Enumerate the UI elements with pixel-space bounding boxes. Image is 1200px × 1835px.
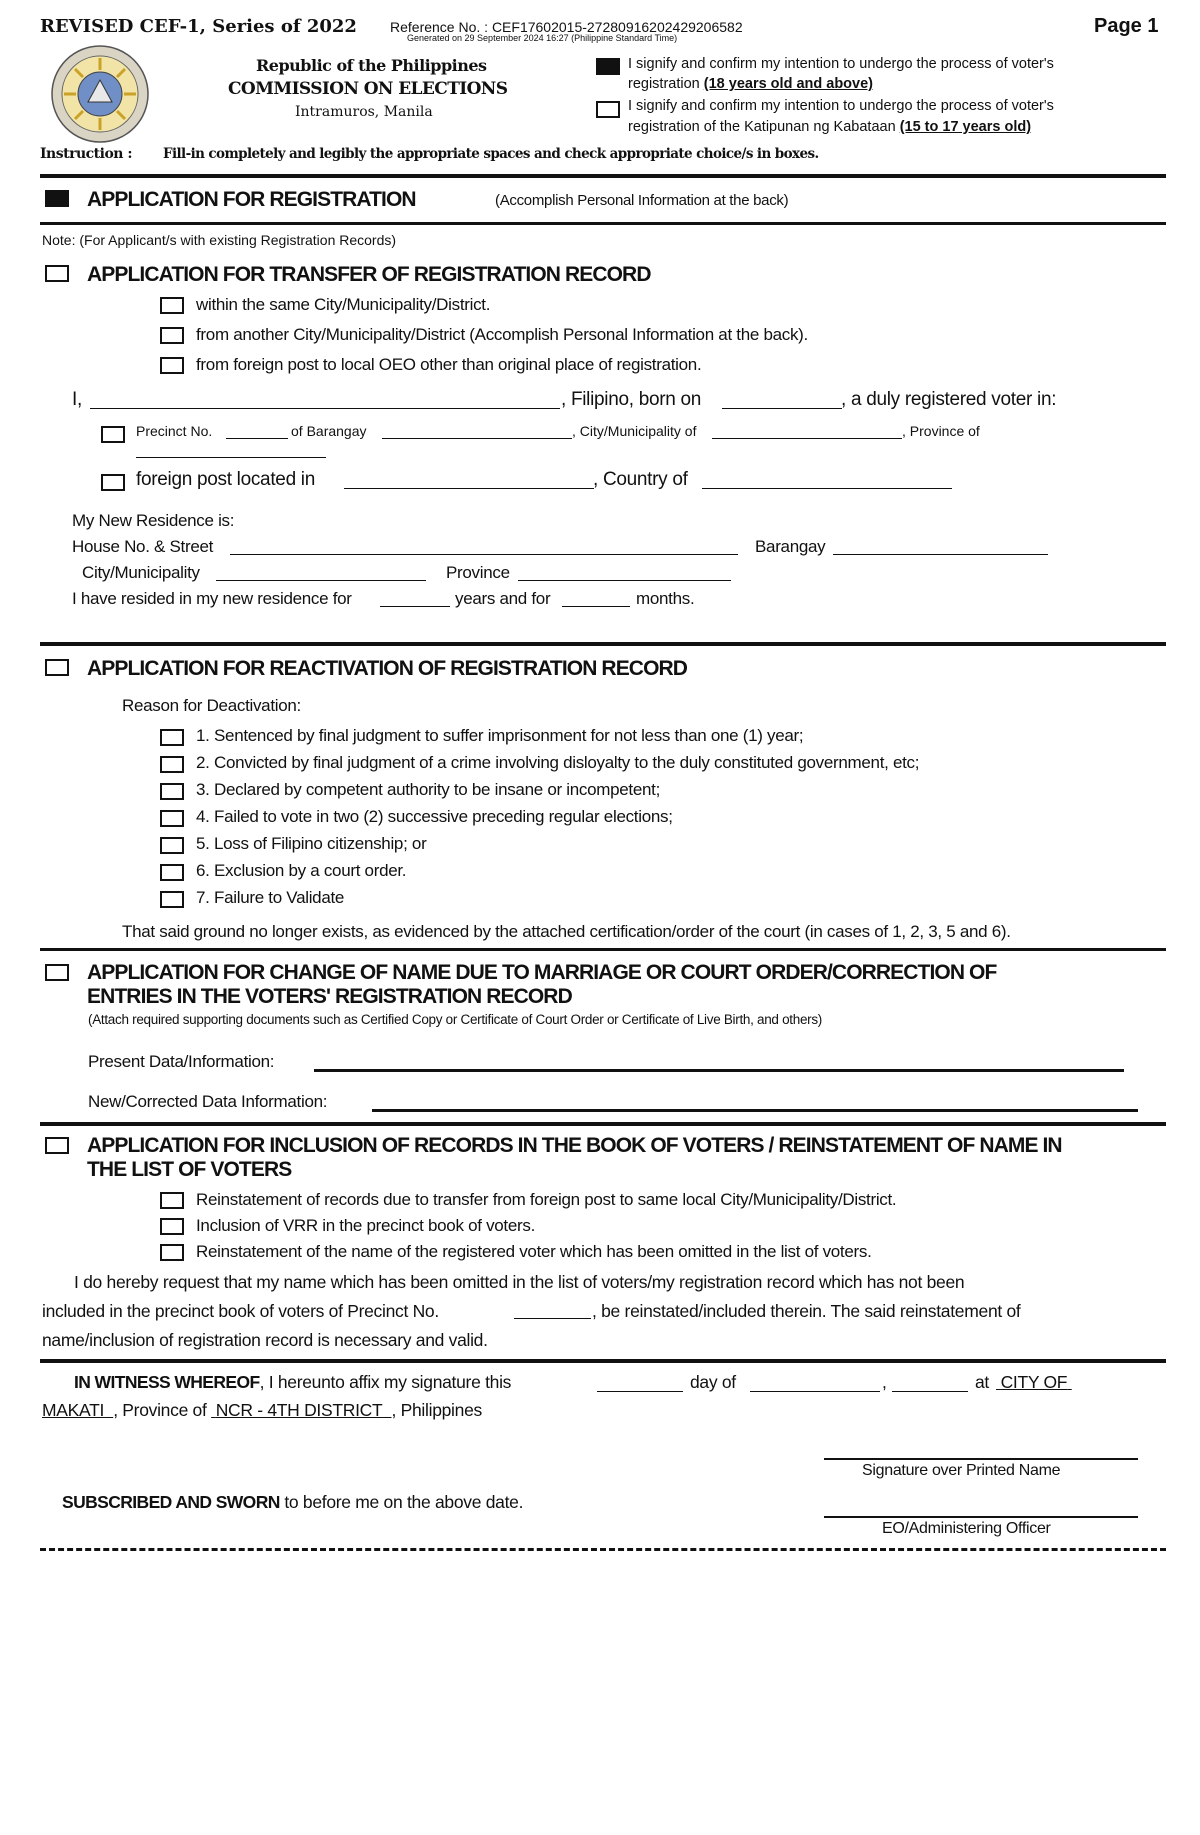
signature-label: Signature over Printed Name — [862, 1462, 1061, 1479]
divider — [40, 1359, 1166, 1363]
new-province-field[interactable] — [518, 563, 731, 581]
registration-checkbox[interactable] — [45, 190, 69, 207]
inclusion-checkbox[interactable] — [45, 1137, 69, 1154]
intent-adult-checkbox[interactable] — [596, 58, 620, 75]
reason-2-checkbox[interactable] — [160, 756, 184, 773]
resided-months-field[interactable] — [562, 589, 630, 607]
present-data-field[interactable] — [314, 1052, 1124, 1072]
reason-7-label: 7. Failure to Validate — [196, 888, 345, 907]
barangay-field[interactable] — [382, 423, 572, 439]
request-line-1: I do hereby request that my name which has been omitted in the list of voters/my registration record which has not been — [74, 1272, 965, 1292]
witness-month-field[interactable] — [750, 1372, 880, 1392]
witness-province: NCR - 4TH DISTRICT — [215, 1400, 383, 1420]
house-street-label: House No. & Street — [72, 537, 214, 556]
house-street-field[interactable] — [230, 537, 738, 555]
attach-note: (Attach required supporting documents such as Certified Copy or Certificate of Court Order or Certificate of Live Birth, and others) — [88, 1012, 823, 1027]
birth-date-field[interactable] — [722, 389, 842, 409]
officer-label: EO/Administering Officer — [882, 1520, 1051, 1537]
country-field[interactable] — [702, 469, 952, 489]
inclusion-option-3-checkbox[interactable] — [160, 1244, 184, 1261]
reason-3-label: 3. Declared by competent authority to be insane or incompetent; — [196, 780, 660, 799]
sworn-text: to before me on the above date. — [284, 1492, 524, 1512]
resided-years-field[interactable] — [380, 589, 450, 607]
new-data-field[interactable] — [372, 1092, 1138, 1112]
new-data-label: New/Corrected Data Information: — [88, 1092, 328, 1111]
new-residence-label: My New Residence is: — [72, 511, 235, 530]
registration-note: (Accomplish Personal Information at the back) — [495, 192, 789, 209]
comelec-seal-logo — [50, 44, 150, 144]
province-label: Province — [446, 563, 510, 582]
present-data-label: Present Data/Information: — [88, 1052, 275, 1071]
witness-text: , I hereunto affix my signature this — [259, 1372, 512, 1392]
of-barangay-label: of Barangay — [291, 423, 367, 439]
inclusion-title-2: THE LIST OF VOTERS — [87, 1158, 292, 1181]
reason-5-label: 5. Loss of Filipino citizenship; or — [196, 834, 427, 853]
sworn-line — [62, 1492, 523, 1513]
precinct-checkbox[interactable] — [101, 426, 125, 443]
barangay-label: Barangay — [755, 537, 826, 556]
reactivation-title: APPLICATION FOR REACTIVATION OF REGISTRATION RECORD — [87, 657, 688, 680]
reason-4-label: 4. Failed to vote in two (2) successive preceding regular elections; — [196, 807, 673, 826]
registration-title: APPLICATION FOR REGISTRATION — [87, 188, 416, 211]
instruction-label: Instruction : — [40, 146, 132, 162]
form-code: REVISED CEF-1, Series of 2022 — [40, 16, 357, 37]
inclusion-option-1-checkbox[interactable] — [160, 1192, 184, 1209]
instruction-text: Fill-in completely and legibly the appropriate spaces and check appropriate choice/s in boxes. — [163, 146, 819, 162]
inclusion-option-3-label: Reinstatement of the name of the registered voter which has been omitted in the list of voters. — [196, 1242, 872, 1261]
reason-1-checkbox[interactable] — [160, 729, 184, 746]
commission-label: COMMISSION ON ELECTIONS — [228, 79, 508, 99]
reactivation-checkbox[interactable] — [45, 659, 69, 676]
applicant-name-field[interactable] — [90, 389, 560, 409]
new-city-field[interactable] — [216, 563, 426, 581]
request-line-3: name/inclusion of registration record is necessary and valid. — [42, 1330, 488, 1350]
inclusion-option-2-label: Inclusion of VRR in the precinct book of voters. — [196, 1216, 535, 1235]
intent-youth-text: I signify and confirm my intention to undergo the process of voter's — [628, 98, 1054, 114]
witness-city-2: MAKATI — [42, 1400, 105, 1420]
cut-line — [40, 1548, 1166, 1551]
witness-day-field[interactable] — [597, 1372, 683, 1392]
witness-comma: , — [882, 1372, 887, 1392]
province-of-label: , Province of — [902, 423, 980, 439]
reason-3-checkbox[interactable] — [160, 783, 184, 800]
duly-registered-label: , a duly registered voter in: — [841, 389, 1057, 410]
sworn-bold: SUBSCRIBED AND SWORN — [62, 1492, 280, 1512]
province-of-label: , Province of — [113, 1400, 207, 1420]
intent-adult-text2: registration (18 years old and above) — [628, 76, 873, 92]
intent-adult-text: I signify and confirm my intention to undergo the process of voter's — [628, 56, 1054, 72]
officer-signature-line[interactable] — [824, 1516, 1138, 1518]
transfer-another-city-checkbox[interactable] — [160, 327, 184, 344]
transfer-title: APPLICATION FOR TRANSFER OF REGISTRATION RECORD — [87, 263, 651, 286]
witness-city: CITY OF — [1000, 1372, 1068, 1392]
reason-2-label: 2. Convicted by final judgment of a crime involving disloyalty to the duly constituted government, etc; — [196, 753, 920, 772]
signature-line[interactable] — [824, 1458, 1138, 1460]
divider — [40, 222, 1166, 225]
reason-4-checkbox[interactable] — [160, 810, 184, 827]
transfer-checkbox[interactable] — [45, 265, 69, 282]
precinct-label: Precinct No. — [136, 423, 213, 439]
precinct-field[interactable] — [226, 423, 288, 439]
day-of-label: day of — [690, 1372, 736, 1392]
request-precinct-field[interactable] — [514, 1301, 591, 1319]
country-of-label: , Country of — [593, 469, 688, 490]
witness-line-2 — [42, 1400, 482, 1421]
reason-6-label: 6. Exclusion by a court order. — [196, 861, 407, 880]
at-label: at — [975, 1372, 989, 1392]
address-label: Intramuros, Manila — [295, 104, 433, 120]
divider — [40, 174, 1166, 178]
reason-label: Reason for Deactivation: — [122, 696, 301, 715]
i-label: I, — [72, 389, 82, 410]
transfer-foreign-post-checkbox[interactable] — [160, 357, 184, 374]
divider — [40, 1122, 1166, 1126]
province-field[interactable] — [136, 444, 326, 458]
city-label: City/Municipality — [82, 563, 200, 582]
witness-line-1 — [74, 1372, 511, 1393]
transfer-same-city-checkbox[interactable] — [160, 297, 184, 314]
new-barangay-field[interactable] — [833, 537, 1048, 555]
transfer-foreign-post-label: from foreign post to local OEO other than original place of registration. — [196, 355, 702, 374]
existing-records-note: Note: (For Applicant/s with existing Registration Records) — [42, 232, 397, 248]
reference-no: Reference No. : CEF17602015-27280916202429206582 — [390, 19, 743, 35]
ground-note: That said ground no longer exists, as evidenced by the attached certification/order of the court (in cases of 1, 2, 3, 5 and 6). — [122, 922, 1011, 941]
foreign-post-field[interactable] — [344, 469, 594, 489]
reason-5-checkbox[interactable] — [160, 837, 184, 854]
generated-on: Generated on 29 September 2024 16:27 (Philippine Standard Time) — [407, 33, 678, 43]
intent-youth-checkbox[interactable] — [596, 101, 620, 118]
change-name-title-2: ENTRIES IN THE VOTERS' REGISTRATION RECORD — [87, 985, 572, 1008]
request-line-2b: , be reinstated/included therein. The said reinstatement of — [592, 1301, 1021, 1321]
reason-7-checkbox[interactable] — [160, 891, 184, 908]
divider — [40, 948, 1166, 951]
reason-6-checkbox[interactable] — [160, 864, 184, 881]
resided-label-3: months. — [636, 589, 695, 608]
foreign-post-label: foreign post located in — [136, 469, 315, 490]
transfer-another-city-label: from another City/Municipality/District (Accomplish Personal Information at the back). — [196, 325, 808, 344]
request-line-2a: included in the precinct book of voters of Precinct No. — [42, 1301, 439, 1321]
city-muni-field[interactable] — [712, 423, 902, 439]
reason-1-label: 1. Sentenced by final judgment to suffer imprisonment for not less than one (1) year; — [196, 726, 804, 745]
page-label: Page 1 — [1094, 15, 1159, 37]
city-muni-of-label: , City/Municipality of — [572, 423, 697, 439]
change-name-title-1: APPLICATION FOR CHANGE OF NAME DUE TO MARRIAGE OR COURT ORDER/CORRECTION OF — [87, 961, 997, 984]
republic-label: Republic of the Philippines — [256, 56, 487, 75]
inclusion-option-1-label: Reinstatement of records due to transfer from foreign post to same local City/Municipality/District. — [196, 1190, 897, 1209]
resided-label-1: I have resided in my new residence for — [72, 589, 352, 608]
inclusion-title-1: APPLICATION FOR INCLUSION OF RECORDS IN THE BOOK OF VOTERS / REINSTATEMENT OF NAME IN — [87, 1134, 1062, 1157]
divider — [40, 642, 1166, 646]
intent-youth-text2: registration of the Katipunan ng Kabataan (15 to 17 years old) — [628, 119, 1032, 135]
change-name-checkbox[interactable] — [45, 964, 69, 981]
filipino-label: , Filipino, born on — [561, 389, 702, 410]
witness-bold: IN WITNESS WHEREOF — [74, 1372, 260, 1392]
witness-year-field[interactable] — [892, 1372, 968, 1392]
resided-label-2: years and for — [455, 589, 551, 608]
foreign-post-checkbox[interactable] — [101, 474, 125, 491]
inclusion-option-2-checkbox[interactable] — [160, 1218, 184, 1235]
philippines-label: , Philippines — [391, 1400, 482, 1420]
transfer-same-city-label: within the same City/Municipality/District. — [196, 295, 491, 314]
